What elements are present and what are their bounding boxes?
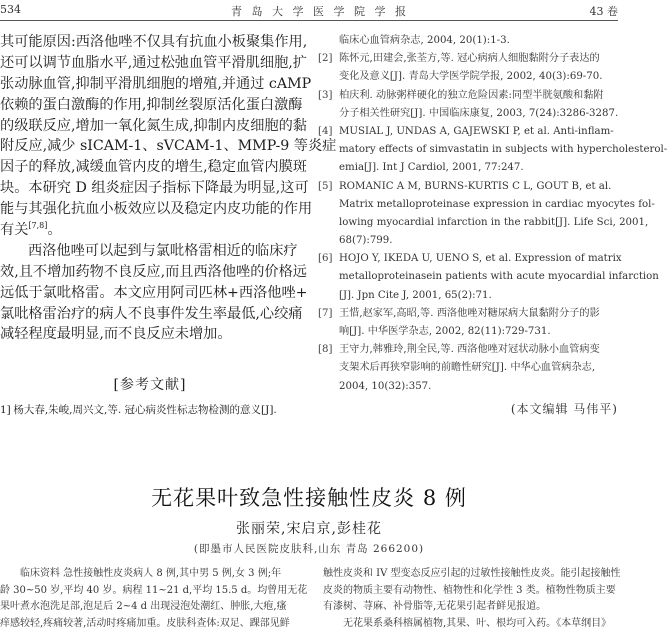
reference-text: [J]. Jpn Cite J, 2001, 65(2):71. (339, 289, 492, 301)
reference-text: 杨大春,朱峻,周兴文,等. 冠心病炎性标志物检测的意义[J]. (13, 404, 277, 416)
reference-text: metalloproteinasein patients with acute myocardial infarction (339, 271, 659, 283)
reference-line (318, 378, 618, 396)
reference-text: 变化及意义[J]. 青岛大学医学院学报, 2002, 40(3):69-70. (339, 71, 603, 83)
reference-line (318, 250, 622, 268)
text-line: 有漆树、荨麻、补骨脂等,无花果引起者鲜见报道。 (323, 601, 547, 612)
abstract-left-column (0, 566, 308, 632)
header-rule (0, 20, 618, 21)
reference-line (318, 159, 618, 177)
references-list (318, 32, 667, 396)
references-heading: [参考文献] (113, 377, 187, 393)
text-line: 块。本研究 D 组炎症因子指标下降最为明显,这可 (0, 180, 309, 197)
paragraph-discussion (0, 32, 337, 220)
journal-title: 青 岛 大 学 医 学 院 学 报 (231, 5, 409, 18)
text-line: 皮炎的物质主要有动物性、植物性和化学性 3 类。植物性物质主要 (323, 584, 616, 596)
reference-number: [4] (318, 125, 333, 137)
reference-line (318, 359, 618, 377)
reference-line (318, 123, 618, 141)
text-line: 触性皮炎和 IV 型变态反应引起的过敏性接触性皮炎。能引起接触性 (323, 568, 621, 579)
reference-text: 响[J]. 中华医学杂志, 2002, 82(11):729-731. (339, 326, 551, 337)
reference-line (318, 32, 618, 50)
reference-text: 柏庆利. 动脉粥样硬化的独立危险因素:同型半胱氨酸和黏附 (339, 89, 604, 101)
text-line: 效,且不增加药物不良反应,而且西洛他唑的价格远 (0, 263, 307, 280)
reference-number: [3] (318, 89, 333, 101)
reference-number: [7] (318, 307, 333, 319)
text-line: 的级联反应,增加一氧化氮生成,抑制内皮细胞的黏 (0, 117, 307, 134)
text-line: 远低于氯吡格雷。本文应用阿司匹林+西洛他唑+ (0, 284, 308, 301)
text-line: 减轻程度最明显,而不良反应未增加。 (0, 326, 232, 343)
article-authors: 张丽荣,宋启京,彭桂花 (236, 521, 382, 537)
reference-item (0, 402, 300, 417)
reference-line (318, 214, 649, 232)
reference-text: 分子相关性研究[J]. 中国临床康复, 2003, 7(24):3286-3287. (339, 107, 619, 119)
text-line: 因子的释放,减缓血管内皮的增生,稳定血管内膜斑 (0, 159, 307, 176)
text-line: 张动脉血管,抑制平滑肌细胞的增殖,并通过 cAMP (0, 75, 312, 92)
reference-text: matory effects of simvastatin in subjects with hypercholesterol- (339, 144, 667, 156)
reference-text: 支架术后再狭窄影响的前瞻性研究[J]. 中华心血管病杂志, (339, 362, 596, 374)
reference-text: Matrix metalloproteinase expression in cardiac myocytes fol- (339, 198, 655, 210)
reference-line (318, 305, 618, 323)
text-line: 痒感较轻,疼痛较著,活动时疼痛加重。皮肤科查体:双足、踝部见鲜 (0, 617, 290, 629)
reference-line (318, 232, 618, 250)
text-line: 能与其强化抗血小板效应以及稳定内皮功能的作用 (0, 201, 313, 218)
reference-number: [6] (318, 253, 333, 265)
article-title: 无花果叶致急性接触性皮炎 8 例 (151, 486, 467, 510)
reference-text: 陈怀元,田建会,张荃方,等. 冠心病病人细胞黏附分子表达的 (339, 53, 600, 65)
reference-line (318, 105, 618, 123)
reference-text: 68(7):799. (339, 235, 393, 247)
reference-text: lowing myocardial infarction in the rabbit[J]. Life Sci, 2001, (339, 216, 649, 228)
reference-text: ROMANIC A M, BURNS-KURTIS C L, GOUT B, et al. (339, 180, 612, 192)
reference-number: 1] (0, 404, 11, 416)
reference-number: [2] (318, 53, 333, 65)
reference-text: MUSIAL J, UNDAS A, GAJEWSKI P, et al. Anti-inflam- (339, 125, 614, 137)
editor-credit: (本文编辑 马伟平) (510, 402, 618, 416)
reference-line (318, 196, 655, 214)
text-line: 无花果系桑科榕属植物,其果、叶、根均可入药。《本草纲目》 (343, 617, 612, 629)
left-column (0, 32, 337, 345)
reference-number: [8] (318, 344, 333, 356)
text-line: 龄 30~50 岁,平均 40 岁。病程 11~21 d,平均 15.5 d。均曾用无花 (0, 584, 308, 596)
text-line: 西洛他唑可以起到与氯吡格雷相近的临床疗 (28, 242, 298, 259)
volume-label: 43 卷 (589, 5, 618, 18)
citation-superscript: [7,8] (28, 221, 48, 231)
reference-line (318, 178, 618, 196)
reference-line (318, 141, 667, 159)
reference-text: 临床心血管病杂志, 2004, 20(1):1-3. (339, 35, 510, 46)
paragraph-line: 有关[7,8]。 (0, 221, 62, 239)
text-line: 临床资料 急性接触性皮炎病人 8 例,其中男 5 例,女 3 例;年 (20, 568, 282, 579)
reference-text: HOJO Y, IKEDA U, UENO S, et al. Expression of matrix (339, 253, 622, 265)
reference-line (318, 268, 659, 286)
reference-text: 2004, 10(32):357. (339, 380, 432, 392)
reference-text: emia[J]. Int J Cardiol, 2001, 77:247. (339, 162, 524, 174)
reference-text: 王守力,韩雅玲,荆全民,等. 西洛他唑对冠状动脉小血管病变 (339, 344, 600, 356)
text-line: 还可以调节血脂水平,通过松弛血管平滑肌细胞,扩 (0, 54, 307, 71)
text-line: 果叶煮水泡洗足部,泡足后 2~4 d 出现浸泡处潮红、肿胀,大疱,瘙 (0, 601, 287, 612)
reference-line (318, 87, 618, 105)
reference-text: 王惜,赵家军,高昭,等. 西洛他唑对糖尿病大鼠黏附分子的影 (339, 307, 600, 319)
text-line: 其可能原因:西洛他唑不仅具有抗血小板聚集作用, (0, 34, 308, 50)
text-line: 依赖的蛋白激酶的作用,抑制丝裂原活化蛋白激酶 (0, 96, 303, 113)
reference-line (318, 68, 618, 86)
reference-line (318, 50, 618, 68)
abstract-right-column (323, 566, 621, 632)
page-number: 534 (0, 3, 21, 16)
text-line: 氯吡格雷治疗的病人不良事件发生率最低,心绞痛 (0, 305, 303, 322)
article-affiliation: (即墨市人民医院皮肤科,山东 青岛 266200) (193, 543, 425, 555)
text-line: 附反应,减少 sICAM-1、sVCAM-1、MMP-9 等炎症 (0, 138, 337, 155)
reference-line (318, 323, 618, 341)
reference-line (318, 287, 618, 305)
reference-number: [5] (318, 180, 333, 192)
paragraph-conclusion (0, 241, 308, 345)
reference-line (318, 341, 618, 359)
